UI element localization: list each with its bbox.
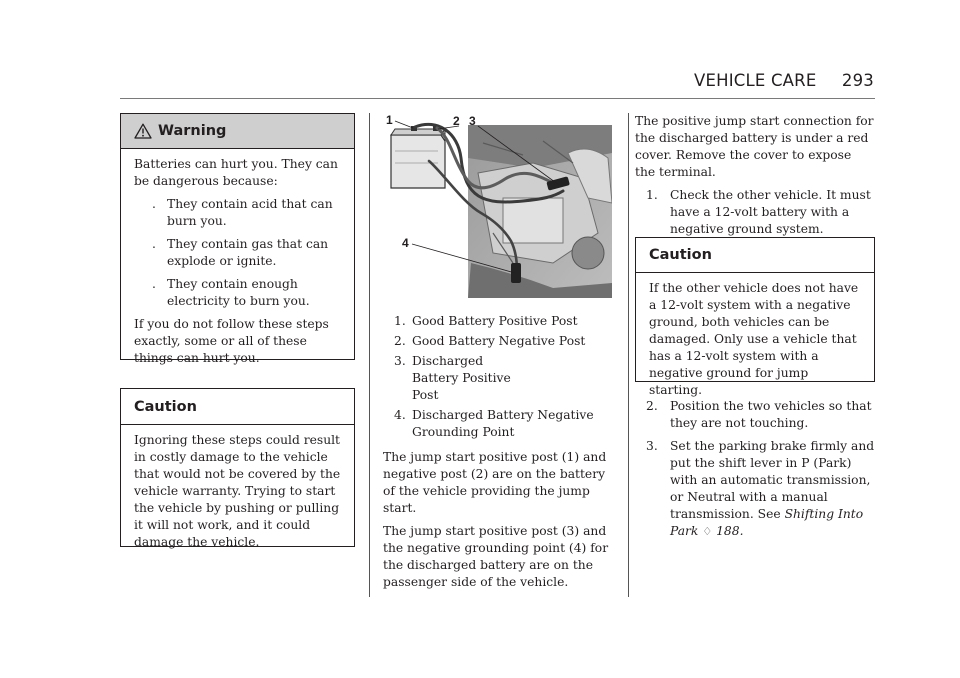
caution-body <box>636 273 874 399</box>
cross-reference-link[interactable]: Shifting Into Park <box>670 507 864 538</box>
column-divider-2 <box>628 113 629 597</box>
callout-1: 1 <box>386 113 393 127</box>
warning-triangle-icon <box>134 123 152 139</box>
jump-start-illustration <box>383 113 612 298</box>
warning-bullet: . They contain gas that can explode or ignite. <box>152 237 329 268</box>
warning-box <box>120 113 355 365</box>
caution-box <box>120 388 355 547</box>
warning-bullet: . They contain acid that can burn you. <box>152 197 333 228</box>
warning-body <box>121 149 354 367</box>
step-item: 1. Check the other vehicle. It must have a 12-volt battery with a negative ground system. <box>646 188 871 236</box>
caution-title: Caution <box>134 398 197 415</box>
warning-header <box>121 114 354 149</box>
warning-outro: If you do not follow these steps exactly, some or all of these things can hurt you. <box>134 317 329 365</box>
clamp-ground <box>511 263 521 283</box>
steps-continued <box>646 398 875 546</box>
paragraph: The jump start positive post (1) and negative post (2) are on the battery of the vehicle providing the jump start. <box>383 450 607 515</box>
caution-text: Ignoring these steps could result in costly damage to the vehicle that would not be covered by the vehicle warranty. Trying to start the vehicle by pushing or pulling it will not work, and it could damage the vehicle. <box>134 433 341 549</box>
section-title: VEHICLE CARE <box>693 71 817 90</box>
caution-header <box>636 238 874 273</box>
paragraph: The positive jump start connection for the discharged battery is under a red cover. Remove the cover to expose the terminal. <box>635 114 874 179</box>
legend-item: 2. Good Battery Negative Post <box>394 334 586 348</box>
page-number: 293 <box>841 71 874 90</box>
steps-list <box>635 187 875 238</box>
paragraph: The jump start positive post (3) and the negative grounding point (4) for the discharged battery are on the passenger side of the vehicle. <box>383 524 609 589</box>
caution-box-2 <box>635 237 875 397</box>
steps-list <box>646 398 875 540</box>
legend-item: 4. Discharged Battery Negative Grounding Point <box>394 408 594 439</box>
caution-header <box>121 389 354 425</box>
header-rule <box>120 98 875 99</box>
callout-3: 3 <box>469 114 476 128</box>
legend-item: 1. Good Battery Positive Post <box>394 314 578 328</box>
step-item: 2. Position the two vehicles so that they are not touching. <box>646 399 872 430</box>
good-battery <box>391 126 445 188</box>
figure-legend <box>383 313 615 441</box>
warning-bullets <box>134 196 343 310</box>
cross-reference-page: 188. <box>716 524 744 538</box>
step-item: 3. Set the parking brake firmly and put the shift lever in P (Park) with an automatic transmission, or Neutral with a manual transmission. See Shifting Into Park ♢ 188. <box>646 439 875 538</box>
caution-title: Caution <box>649 247 712 263</box>
page-header <box>694 71 874 90</box>
column-2 <box>383 313 615 597</box>
engine-compartment-photo <box>468 125 612 298</box>
warning-intro: Batteries can hurt you. They can be dangerous because: <box>134 157 338 188</box>
legend-item: 3. Discharged Battery Positive Post <box>394 354 511 402</box>
warning-title: Warning <box>158 123 227 139</box>
caution-body <box>121 425 354 551</box>
page-reference-icon: ♢ <box>702 525 713 538</box>
caution-text: If the other vehicle does not have a 12-volt system with a negative ground, both vehicles can be damaged. Only use a vehicle that has a 12-volt system with a negative ground for jump starting. <box>649 281 859 397</box>
callout-4: 4 <box>402 236 409 250</box>
column-divider-1 <box>369 113 370 597</box>
column-3 <box>635 113 875 244</box>
warning-bullet: . They contain enough electricity to burn you. <box>152 277 310 308</box>
callout-2: 2 <box>453 114 460 128</box>
